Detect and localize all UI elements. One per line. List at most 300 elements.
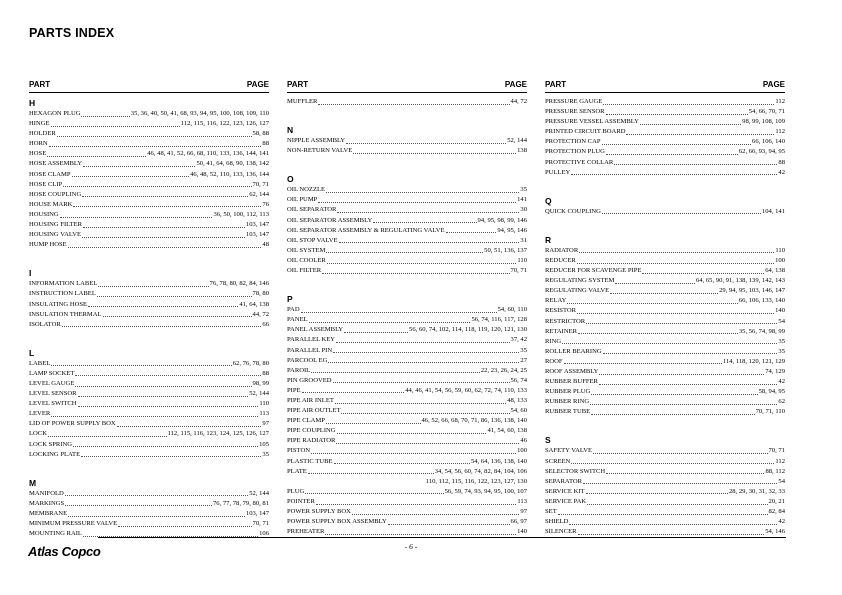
page-title: PARTS INDEX <box>29 26 115 40</box>
entry-part-name: LEVER <box>29 410 51 418</box>
index-entry <box>545 286 785 296</box>
dot-leader <box>603 103 774 105</box>
dot-leader <box>586 322 777 324</box>
entry-pages: 113 <box>259 410 269 418</box>
dot-leader <box>346 142 506 144</box>
index-entry <box>545 387 785 397</box>
index-entry <box>29 489 269 499</box>
entry-part-name: INSULATING HOSE <box>29 300 88 308</box>
dot-leader <box>68 515 245 517</box>
entry-pages: 62, 76, 78, 80 <box>232 359 269 367</box>
index-section <box>29 97 269 250</box>
entry-pages: 41, 64, 138 <box>239 300 269 308</box>
dot-leader <box>308 472 434 474</box>
dot-leader <box>626 133 774 135</box>
entry-part-name: HOSE <box>29 150 47 158</box>
entry-part-name: REDUCER FOR SCAVENGE PIPE <box>545 267 642 275</box>
entry-part-name: LEVEL SWITCH <box>29 400 77 408</box>
index-entry <box>545 127 785 137</box>
entry-part-name: PAROIL <box>287 366 311 374</box>
entry-part-name: PARALLEL PIN <box>287 346 333 354</box>
entry-part-name: MARKINGS <box>29 499 65 507</box>
index-entry <box>545 446 785 456</box>
entry-pages: 70, 71 <box>252 520 269 527</box>
entry-part-name: SAFETY VALVE <box>545 447 593 455</box>
entry-part-name: HOUSING FILTER <box>29 221 83 229</box>
entry-pages: 76, 78, 80, 82, 84, 146 <box>209 280 269 288</box>
section-letter: O <box>287 174 294 185</box>
dot-leader <box>117 425 262 427</box>
dot-leader <box>606 153 738 155</box>
entry-pages: 54, 146 <box>765 528 785 536</box>
entry-part-name: RELAY <box>545 297 567 305</box>
index-entry <box>545 317 785 327</box>
entry-part-name: HOSE COUPLING <box>29 190 82 198</box>
index-entry <box>287 146 527 156</box>
index-entry <box>545 327 785 337</box>
index-entry <box>287 487 527 497</box>
index-entry <box>29 310 269 320</box>
entry-part-name: PRINTED CIRCUIT BOARD <box>545 128 626 136</box>
index-entry <box>287 467 527 477</box>
dot-leader <box>68 246 262 248</box>
entry-part-name: LAMP SOCKET <box>29 369 75 377</box>
index-entry <box>545 367 785 377</box>
entry-part-name: PIPE COUPLING <box>287 427 336 435</box>
dot-leader <box>60 216 213 218</box>
dot-leader <box>81 115 129 117</box>
dot-leader <box>72 175 190 177</box>
entry-pages: 35 <box>778 337 785 345</box>
entry-pages: 31 <box>520 236 527 244</box>
entry-pages: 62 <box>778 398 785 406</box>
entry-part-name: NIPPLE ASSEMBLY <box>287 137 346 145</box>
entry-pages: 54 <box>778 477 785 485</box>
entry-part-name: PRESSURE SENSOR <box>545 108 605 116</box>
dot-leader <box>73 205 261 207</box>
entry-pages: 94, 95, 146 <box>497 226 527 234</box>
entry-part-name: PAD <box>287 306 300 314</box>
dot-leader <box>83 165 195 167</box>
dot-leader <box>593 452 767 454</box>
index-entry <box>29 279 269 289</box>
entry-pages: 62, 144 <box>249 190 269 198</box>
entry-pages: 88 <box>778 158 785 166</box>
entry-pages: 56, 74, 116, 117, 128 <box>471 316 527 324</box>
entry-part-name: PREHEATER <box>287 528 325 536</box>
index-section <box>545 421 785 537</box>
section-letter: N <box>287 125 294 136</box>
index-entry <box>545 246 785 256</box>
entry-pages: 97 <box>520 508 527 515</box>
dot-leader <box>603 352 778 354</box>
index-entry <box>545 337 785 347</box>
entry-pages: 110 <box>775 246 785 254</box>
entry-part-name: PIPE AIR OUTLET <box>287 407 341 415</box>
index-entry <box>287 256 527 266</box>
index-entry <box>29 359 269 369</box>
index-entry <box>29 289 269 299</box>
index-entry <box>287 216 527 226</box>
entry-pages: 100 <box>775 256 785 264</box>
entry-pages: 140 <box>775 307 785 315</box>
dot-leader <box>333 381 510 383</box>
index-column-1 <box>29 80 269 539</box>
dot-leader <box>103 315 252 317</box>
index-entry <box>545 158 785 168</box>
entry-part-name: ISOLATOR <box>29 320 61 328</box>
dot-leader <box>353 152 516 154</box>
entry-part-name: PISTON <box>287 447 310 455</box>
dot-leader <box>344 331 408 333</box>
dot-leader <box>57 135 252 137</box>
dot-leader <box>388 523 510 525</box>
dot-leader <box>602 143 752 145</box>
index-entry <box>545 256 785 266</box>
entry-part-name: POINTER <box>287 497 315 505</box>
dot-leader <box>65 504 212 506</box>
entry-pages: 58, 88 <box>252 130 269 138</box>
index-entry <box>29 200 269 210</box>
entry-part-name: PIPE CLAMP <box>287 417 325 425</box>
entry-pages: 104, 141 <box>761 207 785 215</box>
entry-part-name: OIL SYSTEM <box>287 246 326 254</box>
entry-part-name: HOLDER <box>29 130 56 138</box>
entry-pages: 112 <box>775 128 785 136</box>
index-entry <box>29 180 269 190</box>
entry-part-name: LOCK <box>29 430 47 438</box>
entry-pages: 106 <box>259 530 269 538</box>
index-entry <box>287 315 527 325</box>
entry-pages: 62, 66, 93, 94, 95 <box>738 148 785 156</box>
dot-leader <box>591 413 754 415</box>
entry-part-name: POWER SUPPLY BOX <box>287 508 351 515</box>
entry-pages: 114, 118, 120, 121, 129 <box>722 357 785 365</box>
dot-leader <box>326 251 483 253</box>
column-header-page: PAGE <box>246 80 269 89</box>
entry-pages: 54, 64, 136, 138, 140 <box>470 457 527 465</box>
dot-leader <box>591 393 757 395</box>
index-section <box>545 97 785 178</box>
dot-leader <box>567 302 737 304</box>
entry-part-name: PLASTIC TUBE <box>287 457 333 465</box>
dot-leader <box>318 103 509 105</box>
entry-pages: 30 <box>520 206 527 214</box>
index-entry <box>545 397 785 407</box>
dot-leader <box>328 361 519 363</box>
index-entry <box>287 266 527 276</box>
entry-part-name: OIL SEPARATOR ASSEMBLY & REGULATING VALVE <box>287 226 445 234</box>
index-entry <box>287 426 527 436</box>
dot-leader <box>569 523 777 525</box>
column-header <box>287 80 527 93</box>
index-entry <box>287 416 527 426</box>
section-letter: P <box>287 294 293 305</box>
entry-part-name: PIPE RADIATOR <box>287 437 336 445</box>
index-entry <box>29 159 269 169</box>
entry-pages: 98, 99, 108, 109 <box>742 118 785 126</box>
entry-pages: 110 <box>517 256 527 264</box>
dot-leader <box>337 432 487 434</box>
index-entry <box>545 306 785 316</box>
entry-part-name: PLUG <box>287 487 305 495</box>
entry-part-name: HOUSE MARK <box>29 200 73 208</box>
entry-pages: 97 <box>262 420 269 428</box>
dot-leader <box>562 342 777 344</box>
index-entry <box>29 220 269 230</box>
dot-leader <box>326 422 421 424</box>
dot-leader <box>599 383 777 385</box>
entry-pages: 37, 42 <box>510 336 527 344</box>
index-section <box>545 221 785 418</box>
index-entry <box>287 185 527 195</box>
entry-part-name: OIL SEPARATOR <box>287 206 337 214</box>
dot-leader <box>602 212 761 214</box>
entry-part-name: MINIMUM PRESSURE VALVE <box>29 520 118 527</box>
index-entry <box>29 300 269 310</box>
entry-pages: 66, 106, 133, 140 <box>738 297 785 305</box>
index-entry <box>29 379 269 389</box>
section-letter: L <box>29 347 35 358</box>
entry-part-name: NON-RETURN VALVE <box>287 147 353 155</box>
index-entry <box>287 205 527 215</box>
entry-pages: 66 <box>262 320 269 328</box>
index-entry <box>287 446 527 456</box>
entry-part-name: PIPE <box>287 386 301 394</box>
entry-part-name: ROOF ASSEMBLY <box>545 367 599 375</box>
entry-part-name: INSTRUCTION LABEL <box>29 290 96 298</box>
entry-part-name: LABEL <box>29 359 51 367</box>
index-entry <box>545 497 785 507</box>
index-entry <box>287 195 527 205</box>
entry-part-name: PARCOOL EG <box>287 356 328 364</box>
entry-part-name: LID OF POWER SUPPLY BOX <box>29 420 116 428</box>
index-entry <box>545 407 785 417</box>
dot-leader <box>78 395 249 397</box>
dot-leader <box>47 155 146 157</box>
entry-part-name: POWER SUPPLY BOX ASSEMBLY <box>287 518 387 526</box>
section-letter: I <box>29 268 32 279</box>
entry-part-name: MOUNTING RAIL <box>29 530 82 538</box>
entry-part-name: OIL FILTER <box>287 267 322 275</box>
entry-pages: 46, 52, 66, 68, 70, 71, 86, 136, 138, 140 <box>421 417 527 425</box>
dot-leader <box>642 272 764 274</box>
index-section <box>29 464 269 539</box>
entry-part-name: MUFFLER <box>287 98 318 105</box>
entry-part-name: HINGE <box>29 120 50 128</box>
index-entry <box>545 377 785 387</box>
entry-part-name: LEVEL GAUGE <box>29 379 75 387</box>
entry-part-name: HOUSING <box>29 210 59 218</box>
entry-part-name: PROTECTION CAP <box>545 138 601 146</box>
index-entry <box>29 230 269 240</box>
dot-leader <box>82 195 248 197</box>
entry-part-name: RUBBER TUBE <box>545 408 591 416</box>
dot-leader <box>318 201 516 203</box>
entry-part-name: PIPE AIR INLET <box>287 396 334 404</box>
index-entry <box>545 137 785 147</box>
entry-part-name: PANEL ASSEMBLY <box>287 326 344 334</box>
column-header-part: PART <box>287 80 309 89</box>
index-entry <box>29 170 269 180</box>
entry-part-name: MEMBRANE <box>29 509 68 517</box>
dot-leader <box>335 402 506 404</box>
entry-pages: 100 <box>517 447 527 455</box>
index-entry <box>545 117 785 127</box>
dot-leader <box>446 231 497 233</box>
index-entry <box>287 325 527 335</box>
entry-part-name: INFORMATION LABEL <box>29 280 98 288</box>
entry-pages: 74, 129 <box>765 367 785 375</box>
dot-leader <box>334 462 470 464</box>
entry-part-name: PRESSURE VESSEL ASSEMBLY <box>545 118 639 126</box>
dot-leader <box>558 513 768 515</box>
dot-leader <box>586 492 728 494</box>
dot-leader <box>316 503 517 505</box>
entry-pages: 34, 54, 56, 60, 74, 82, 84, 104, 106 <box>434 467 527 475</box>
entry-part-name: PROTECTIVE COLLAR <box>545 158 614 166</box>
dot-leader <box>82 236 245 238</box>
entry-pages: 44, 72 <box>252 310 269 318</box>
entry-part-name: SHIELD <box>545 518 569 526</box>
index-entry <box>545 207 785 217</box>
entry-part-name: SERVICE KIT <box>545 487 585 495</box>
entry-part-name: QUICK COUPLING <box>545 207 601 215</box>
dot-leader <box>579 251 774 253</box>
entry-pages: 35 <box>520 186 527 194</box>
dot-leader <box>51 415 258 417</box>
entry-pages: 44, 46, 41, 54, 56, 59, 60, 62, 72, 74, 110, 133 <box>405 386 527 394</box>
index-entry <box>29 129 269 139</box>
entry-pages: 88 <box>262 140 269 148</box>
entry-pages: 42 <box>778 168 785 176</box>
entry-pages: 112, 115, 116, 122, 123, 126, 127 <box>180 120 269 128</box>
entry-part-name: PARALLEL KEY <box>287 336 336 344</box>
dot-leader <box>62 325 262 327</box>
index-entry <box>545 347 785 357</box>
dot-leader <box>337 211 519 213</box>
entry-pages: 52, 144 <box>249 390 269 398</box>
dot-leader <box>640 123 741 125</box>
index-entry <box>287 497 527 507</box>
dot-leader <box>305 492 443 494</box>
entry-part-name: REGULATING VALVE <box>545 287 610 295</box>
dot-leader <box>578 533 765 535</box>
entry-pages: 56, 74 <box>510 376 527 384</box>
index-entry <box>287 457 527 467</box>
entry-part-name: LOCK SPRING <box>29 440 73 448</box>
index-entry <box>287 236 527 246</box>
index-entry <box>545 507 785 517</box>
entry-pages: 58, 94, 95 <box>758 388 785 396</box>
dot-leader <box>118 525 251 527</box>
column-header-part: PART <box>545 80 567 89</box>
entry-pages: 54, 66, 70, 71 <box>748 108 785 116</box>
dot-leader <box>75 385 251 387</box>
index-entry <box>545 517 785 527</box>
dot-leader <box>610 292 718 294</box>
entry-pages: 29, 94, 95, 103, 146, 147 <box>719 287 785 295</box>
entry-part-name: OIL NOZZLE <box>287 186 326 194</box>
entry-pages: 46, 48, 52, 110, 133, 136, 144 <box>190 170 269 178</box>
section-letter: M <box>29 477 37 488</box>
entry-pages: 94, 95, 98, 99, 146 <box>477 216 527 224</box>
dot-leader <box>327 262 517 264</box>
entry-pages: 88, 112 <box>765 467 785 475</box>
entry-part-name: HOSE ASSEMBLY <box>29 160 83 168</box>
index-entry <box>545 147 785 157</box>
entry-pages: 70, 71 <box>252 180 269 188</box>
index-entry <box>29 399 269 409</box>
index-entry <box>545 276 785 286</box>
index-entry <box>287 406 527 416</box>
index-section <box>29 254 269 329</box>
dot-leader <box>75 374 261 376</box>
index-entry <box>29 519 269 529</box>
index-entry <box>29 190 269 200</box>
index-column-2 <box>287 80 527 537</box>
dot-leader <box>311 371 480 373</box>
entry-part-name: LOCKING PLATE <box>29 450 81 458</box>
entry-pages: 50, 51, 136, 137 <box>484 246 527 254</box>
entry-pages: 103, 147 <box>245 231 269 239</box>
dot-leader <box>590 403 777 405</box>
dot-leader <box>81 455 261 457</box>
entry-pages: 110 <box>259 400 269 408</box>
index-entry <box>29 509 269 519</box>
entry-pages: 35 <box>778 347 785 355</box>
entry-pages: 113 <box>517 497 527 505</box>
entry-part-name: INSULATION THERMAL <box>29 310 102 318</box>
entry-pages: 88 <box>262 369 269 377</box>
column-header-part: PART <box>29 80 51 89</box>
index-entry <box>29 389 269 399</box>
entry-pages: 35 <box>262 450 269 458</box>
dot-leader <box>49 145 262 147</box>
dot-leader <box>83 226 245 228</box>
index-entry <box>29 109 269 119</box>
entry-part-name: OIL SEPARATOR ASSEMBLY <box>287 216 373 224</box>
index-entry <box>287 517 527 527</box>
dot-leader <box>88 305 238 307</box>
entry-pages: 35 <box>520 346 527 354</box>
index-entry <box>287 335 527 345</box>
entry-part-name: PANEL <box>287 316 308 324</box>
index-entry <box>545 266 785 276</box>
dot-leader <box>341 412 509 414</box>
index-entry <box>287 527 527 537</box>
index-entry <box>545 457 785 467</box>
index-entry <box>29 139 269 149</box>
index-entry <box>29 119 269 129</box>
dot-leader <box>333 351 519 353</box>
entry-part-name: RADIATOR <box>545 246 579 254</box>
entry-pages: 54, 60 <box>510 407 527 415</box>
dot-leader <box>322 272 509 274</box>
entry-pages: 110, 112, 115, 116, 122, 123, 127, 130 <box>425 477 527 485</box>
entry-pages: 36, 50, 100, 112, 113 <box>213 210 269 218</box>
entry-pages: 70, 71 <box>768 447 785 455</box>
index-entry <box>287 507 527 517</box>
entry-pages: 103, 147 <box>245 221 269 229</box>
entry-pages: 78, 80 <box>252 290 269 298</box>
entry-pages: 141 <box>517 196 527 204</box>
entry-part-name: HORN <box>29 140 48 148</box>
entry-part-name: ROOF <box>545 357 563 365</box>
dot-leader <box>578 332 738 334</box>
dot-leader <box>352 513 519 515</box>
dot-leader <box>51 125 180 127</box>
